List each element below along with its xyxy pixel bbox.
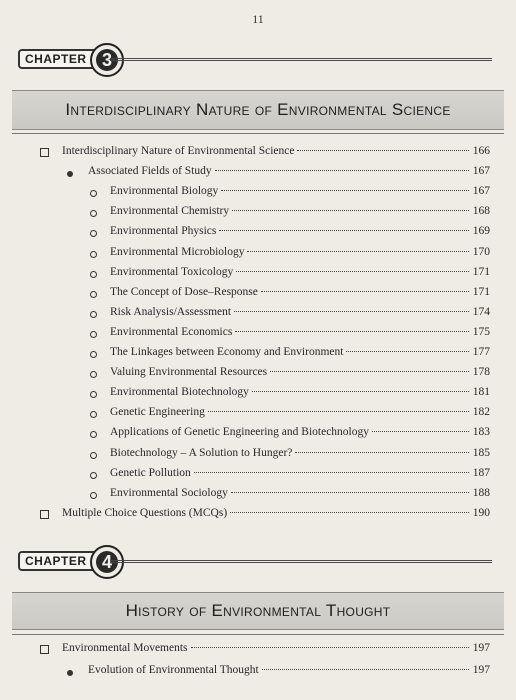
dot-leader: [221, 190, 469, 191]
toc-entry-title: Evolution of Environmental Thought: [88, 664, 259, 676]
chapter-4-label: CHAPTER: [18, 551, 115, 571]
dot-leader: [231, 492, 469, 493]
dot-leader: [262, 669, 469, 670]
ring-bullet-icon: [87, 429, 99, 441]
dot-leader: [194, 472, 469, 473]
square-bullet-icon: [38, 645, 50, 657]
toc-entry[interactable]: [62, 145, 490, 163]
dot-bullet-icon: [64, 667, 76, 679]
dot-leader: [215, 170, 469, 171]
toc-entry-title: Risk Analysis/Assessment: [110, 305, 232, 318]
toc-entry-page: 197: [472, 664, 490, 676]
chapter-3-divider: [110, 58, 492, 61]
toc-entry-page: 182: [472, 406, 490, 419]
toc-entry[interactable]: [110, 386, 490, 404]
toc-entry-title: Environmental Physics: [110, 225, 217, 238]
toc-entry-title: Environmental Movements: [62, 642, 188, 654]
toc-entry[interactable]: [110, 326, 490, 344]
dot-bullet-icon: [64, 168, 76, 180]
chapter-4-title-band: [12, 592, 504, 630]
toc-entry-title: Multiple Choice Questions (MCQs): [62, 506, 228, 519]
toc-entry-page: 178: [472, 366, 490, 379]
toc-entry-title: Genetic Engineering: [110, 406, 205, 419]
dot-leader: [191, 647, 469, 648]
toc-entry-page: 168: [472, 205, 490, 218]
toc-entry-title: Applications of Genetic Engineering and Biotechnology: [110, 426, 370, 439]
toc-entry-page: 171: [472, 265, 490, 278]
dot-leader: [235, 331, 469, 332]
chapter-4-rule: [12, 634, 504, 635]
ring-bullet-icon: [87, 369, 99, 381]
toc-entry-title: Environmental Microbiology: [110, 245, 245, 258]
dot-leader: [247, 251, 469, 252]
ring-bullet-icon: [87, 389, 99, 401]
dot-leader: [252, 391, 469, 392]
toc-entry[interactable]: [110, 406, 490, 424]
ring-bullet-icon: [87, 329, 99, 341]
toc-entry-page: 181: [472, 386, 490, 399]
dot-leader: [230, 512, 469, 513]
toc-entry-page: 166: [472, 145, 490, 157]
dot-leader: [232, 210, 469, 211]
toc-entry-page: 187: [472, 466, 490, 479]
toc-entry-title: Environmental Sociology: [110, 486, 228, 499]
square-bullet-icon: [38, 148, 50, 160]
chapter-4-divider: [110, 560, 492, 563]
chapter-3-title: Interdisciplinary Nature of Environmental Science: [65, 100, 451, 119]
toc-entry[interactable]: [110, 346, 490, 364]
toc-entry-title: The Concept of Dose–Response: [110, 285, 258, 298]
toc-entry[interactable]: [62, 507, 490, 525]
toc-entry[interactable]: [110, 447, 490, 465]
toc-entry[interactable]: [110, 266, 490, 284]
toc-entry[interactable]: [110, 467, 490, 485]
toc-entry[interactable]: [62, 642, 490, 660]
toc-entry[interactable]: [110, 487, 490, 505]
dot-leader: [270, 371, 469, 372]
chapter-4-tag: [18, 549, 115, 573]
toc-entry[interactable]: [88, 664, 490, 682]
chapter-3-title-band: [12, 90, 504, 130]
ring-bullet-icon: [87, 188, 99, 200]
toc-entry[interactable]: [110, 306, 490, 324]
ring-bullet-icon: [87, 450, 99, 462]
toc-entry-page: 190: [472, 506, 490, 519]
toc-entry-title: Environmental Biotechnology: [110, 386, 249, 399]
chapter-4-number: 4: [96, 551, 118, 573]
toc-entry-page: 177: [472, 346, 490, 358]
chapter-3-number: 3: [96, 49, 118, 71]
dot-leader: [219, 230, 469, 231]
ring-bullet-icon: [87, 309, 99, 321]
ring-bullet-icon: [87, 269, 99, 281]
toc-entry[interactable]: [110, 366, 490, 384]
toc-entry[interactable]: [110, 225, 490, 243]
ring-bullet-icon: [87, 208, 99, 220]
toc-entry-page: 197: [472, 642, 490, 654]
toc-entry-title: Environmental Economics: [110, 325, 233, 338]
toc-entry-page: 167: [472, 165, 490, 178]
toc-entry[interactable]: [110, 286, 490, 304]
dot-leader: [261, 291, 469, 292]
toc-entry-page: 188: [472, 486, 490, 499]
ring-bullet-icon: [87, 409, 99, 421]
toc-entry[interactable]: [110, 426, 490, 444]
toc-entry-title: Genetic Pollution: [110, 466, 191, 479]
dot-leader: [372, 431, 469, 432]
toc-entry[interactable]: [88, 165, 490, 183]
chapter-4-title: History of Environmental Thought: [125, 601, 391, 620]
ring-bullet-icon: [87, 470, 99, 482]
toc-entry-page: 174: [472, 305, 490, 318]
toc-entry-page: 169: [472, 225, 490, 238]
dot-leader: [208, 411, 469, 412]
ring-bullet-icon: [87, 228, 99, 240]
toc-entry-title: The Linkages between Economy and Environment: [110, 346, 344, 358]
dot-leader: [234, 311, 469, 312]
toc-entry-title: Associated Fields of Study: [88, 165, 212, 178]
toc-entry[interactable]: [110, 205, 490, 223]
toc-entry-page: 170: [472, 245, 490, 258]
page-number: 11: [252, 12, 264, 26]
toc-entry-title: Biotechnology – A Solution to Hunger?: [110, 446, 293, 459]
toc-entry-title: Valuing Environmental Resources: [110, 366, 268, 379]
toc-entry-title: Environmental Biology: [110, 185, 219, 198]
dot-leader: [346, 351, 469, 352]
toc-entry-page: 185: [472, 446, 490, 459]
ring-bullet-icon: [87, 349, 99, 361]
toc-entry[interactable]: [110, 185, 490, 203]
toc-entry-page: 175: [472, 325, 490, 338]
toc-entry-page: 171: [472, 285, 490, 298]
dot-leader: [236, 271, 469, 272]
toc-entry[interactable]: [110, 246, 490, 264]
chapter-3-label: CHAPTER: [18, 49, 115, 69]
dot-leader: [295, 452, 469, 453]
toc-entry-title: Environmental Chemistry: [110, 205, 230, 218]
ring-bullet-icon: [87, 490, 99, 502]
square-bullet-icon: [38, 510, 50, 522]
chapter-3-tag: [18, 47, 115, 71]
chapter-3-rule: [12, 133, 504, 134]
toc-entry-title: Interdisciplinary Nature of Environmental Science: [62, 145, 295, 157]
toc-entry-title: Environmental Toxicology: [110, 265, 234, 278]
toc-entry-page: 183: [472, 426, 490, 439]
ring-bullet-icon: [87, 289, 99, 301]
ring-bullet-icon: [87, 249, 99, 261]
toc-entry-page: 167: [472, 185, 490, 198]
dot-leader: [297, 150, 469, 151]
